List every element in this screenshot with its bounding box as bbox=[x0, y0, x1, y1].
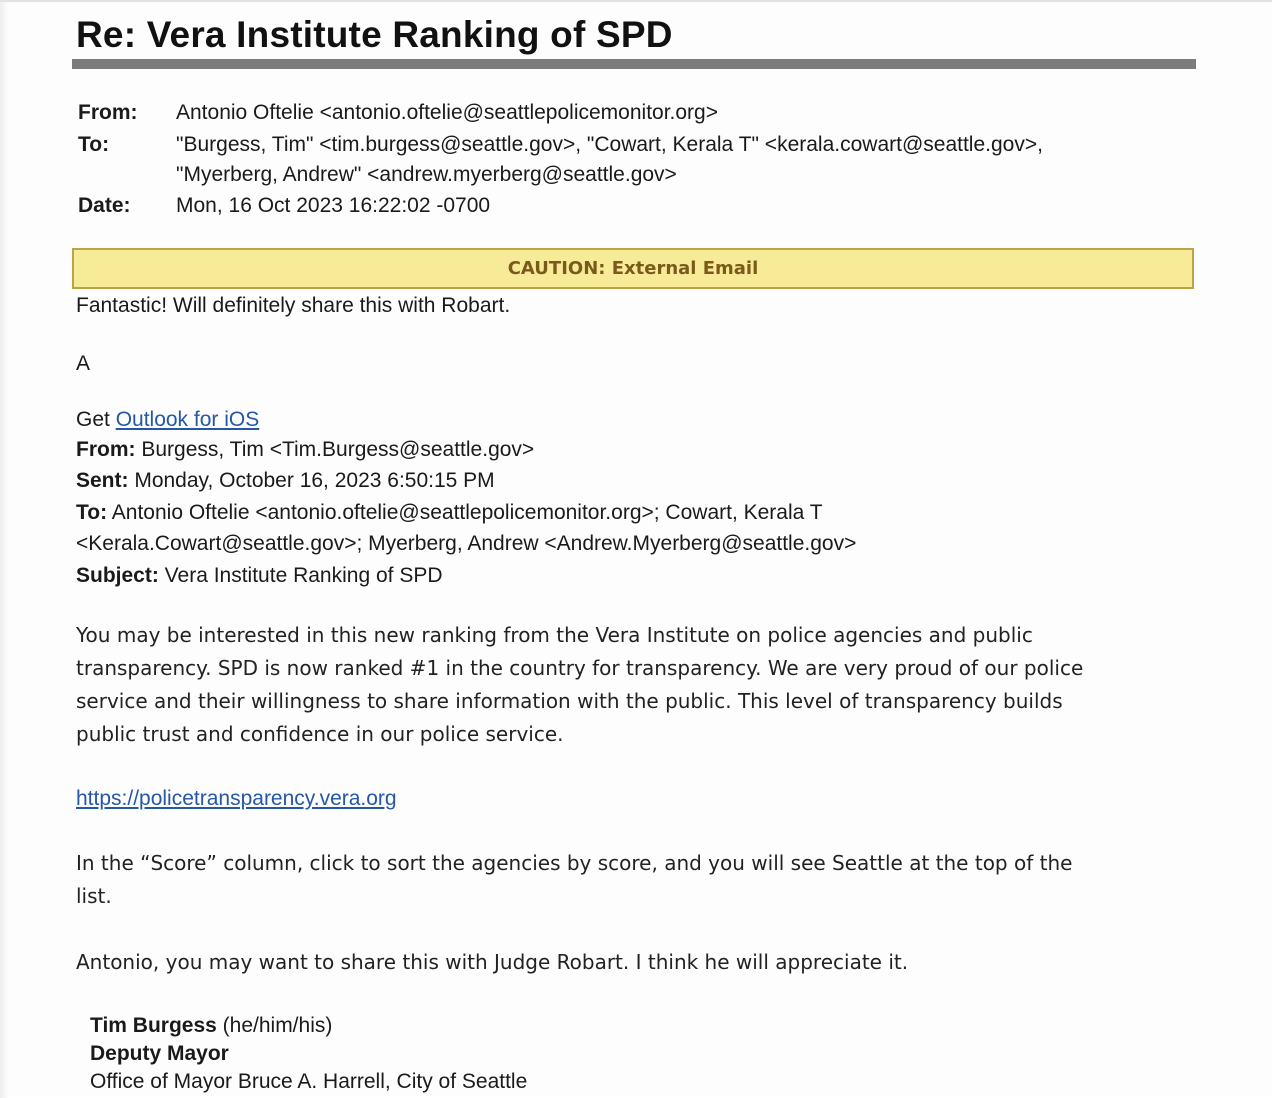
outlook-for-ios-link[interactable]: Outlook for iOS bbox=[115, 408, 260, 431]
caution-banner: CAUTION: External Email bbox=[72, 248, 1194, 289]
header-from-label: From: bbox=[78, 101, 138, 124]
forwarded-subject-value: Vera Institute Ranking of SPD bbox=[158, 564, 443, 587]
page-edge-shadow bbox=[0, 2, 8, 1098]
header-to-value-line2: "Myerberg, Andrew" <andrew.myerberg@seattle.gov> bbox=[176, 163, 677, 186]
signature-name: Tim Burgess bbox=[90, 1014, 217, 1037]
forwarded-to-line2: <Kerala.Cowart@seattle.gov>; Myerberg, Andrew <Andrew.Myerberg@seattle.gov> bbox=[76, 532, 857, 555]
forwarded-from bbox=[76, 435, 534, 465]
vera-transparency-link[interactable]: https://policetransparency.vera.org bbox=[76, 787, 397, 810]
title-divider bbox=[72, 59, 1196, 69]
signature-role: Deputy Mayor bbox=[90, 1042, 229, 1065]
forwarded-to bbox=[76, 498, 823, 528]
body-paragraph-1 bbox=[76, 619, 1196, 751]
forwarded-sent-value: Monday, October 16, 2023 6:50:15 PM bbox=[128, 469, 495, 492]
forwarded-to-label: To: bbox=[76, 501, 108, 524]
signature-office: Office of Mayor Bruce A. Harrell, City of Seattle bbox=[90, 1070, 528, 1093]
get-outlook-line bbox=[76, 405, 259, 435]
header-to-value-line1: "Burgess, Tim" <tim.burgess@seattle.gov>, "Cowart, Kerala T" <kerala.cowart@seattle.gov>, bbox=[176, 133, 1043, 156]
forwarded-sent-label: Sent: bbox=[76, 469, 129, 492]
header-date-label: Date: bbox=[78, 194, 131, 217]
header-date-value: Mon, 16 Oct 2023 16:22:02 -0700 bbox=[176, 194, 491, 217]
forwarded-to-value-line1: Antonio Oftelie <antonio.oftelie@seattlepolicemonitor.org>; Cowart, Kerala T bbox=[107, 501, 823, 524]
email-subject-title: Re: Vera Institute Ranking of SPD bbox=[76, 14, 673, 55]
forwarded-subject bbox=[76, 561, 443, 591]
vera-url-line bbox=[76, 784, 397, 814]
forwarded-sent bbox=[76, 466, 495, 496]
header-from-value: Antonio Oftelie <antonio.oftelie@seattlepolicemonitor.org> bbox=[176, 101, 718, 124]
body-paragraph-3: Antonio, you may want to share this with Judge Robart. I think he will appreciate it. bbox=[76, 950, 909, 974]
body-paragraph-1-line: public trust and confidence in our police service. bbox=[76, 722, 564, 746]
body-paragraph-1-line: service and their willingness to share information with the public. This level of transparency builds bbox=[76, 689, 1063, 713]
reply-text: Fantastic! Will definitely share this with Robart. bbox=[76, 294, 511, 317]
signature-pronouns: (he/him/his) bbox=[216, 1014, 333, 1037]
body-paragraph-1-line: You may be interested in this new ranking from the Vera Institute on police agencies and public bbox=[76, 623, 1033, 647]
signature-name-line bbox=[90, 1012, 332, 1040]
body-paragraph-2-line: In the “Score” column, click to sort the agencies by score, and you will see Seattle at the top of the bbox=[76, 851, 1073, 875]
reply-signoff: A bbox=[76, 352, 91, 375]
body-paragraph-2-line: list. bbox=[76, 884, 112, 908]
forwarded-from-value: Burgess, Tim <Tim.Burgess@seattle.gov> bbox=[135, 438, 535, 461]
body-paragraph-1-line: transparency. SPD is now ranked #1 in the country for transparency. We are very proud of our police bbox=[76, 656, 1084, 680]
forwarded-from-label: From: bbox=[76, 438, 136, 461]
forwarded-subject-label: Subject: bbox=[76, 564, 159, 587]
body-paragraph-2 bbox=[76, 847, 1196, 913]
header-to-label: To: bbox=[78, 133, 110, 156]
get-outlook-prefix: Get bbox=[76, 408, 116, 431]
